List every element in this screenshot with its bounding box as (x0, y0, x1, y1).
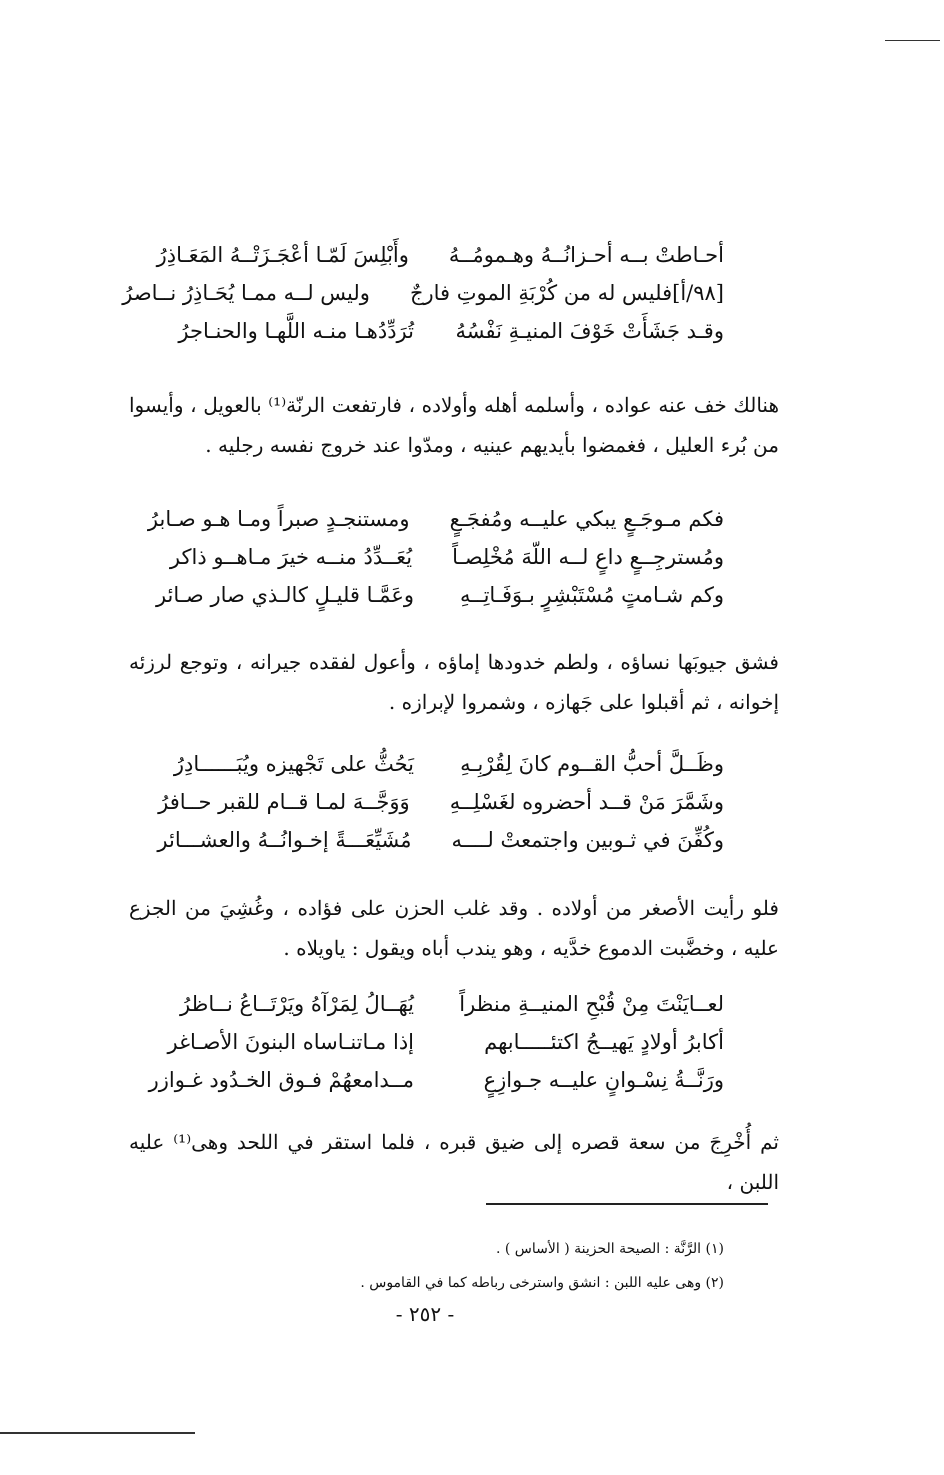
poem-verse (157, 821, 724, 859)
verse-second-hemistich: مُشَيِّعَـــةً إخـوانُــهُ والعشـــائر (157, 828, 412, 852)
page-number: - ٢٥٢ - (395, 1302, 455, 1326)
verse-second-hemistich: تُرَدِّدُهـا منـه اللَّهـا والحنـاجرُ (178, 319, 414, 343)
poem-verse (148, 1061, 724, 1099)
verse-second-hemistich: وليس لــه ممـا يُحَـاذِرُ نــاصرُ (122, 281, 370, 305)
verse-second-hemistich: يُعَــدِّدُ منــه خيرَ مـاهــو ذاكر (169, 545, 413, 569)
verse-second-hemistich: ومستنجـدٍ صبراً ومـا هـو صـابرُ (147, 507, 410, 531)
verse-first-hemistich: أكابرُ أولادٍ يَهيــجُ اكتئـــــابهم (484, 1030, 724, 1054)
footnote-divider (486, 1203, 768, 1205)
poem-verse (164, 985, 724, 1023)
prose-paragraph (129, 1122, 779, 1202)
verse-second-hemistich: وعَمَّـا قليـلٍ كالـذي صار صـائر (155, 583, 414, 607)
verse-second-hemistich: يُهَــالُ لِمَرْآهُ ويَرْتَــاعُ نــاظرُ (180, 992, 414, 1016)
poem-stanza (122, 236, 724, 350)
verse-second-hemistich: يَحُثُّ على تَجْهيزه ويُبَــــــادِرُ (173, 752, 414, 776)
verse-first-hemistich: ورَنَّــةُ نِسْـوانٍ عليــه جـوازِعٍ (483, 1068, 724, 1092)
poem-verse (164, 312, 724, 350)
poem-verse (164, 745, 724, 783)
verse-first-hemistich: وكُفِّنَ في ثـوبين واجتمعتْ لــــه (451, 828, 724, 852)
poem-verse (122, 274, 724, 312)
poem-verse (147, 500, 724, 538)
verse-second-hemistich: مــدامعهُمْ فـوق الخـدُود غـوازر (148, 1068, 414, 1092)
poem-verse (164, 1023, 724, 1061)
verse-first-hemistich: ومُسترجِــعٍ داعٍ لــه اللّهَ مُخْلِصـاً (452, 545, 724, 569)
verse-first-hemistich: وكم شـامتٍ مُسْتَبْشِرٍ بـوَفَـاتِــهِ (460, 583, 724, 607)
verse-first-hemistich: أحـاطتْ بــه أحـزانُــهُ وهـمومُــهُ (448, 243, 724, 267)
poem-verse (155, 576, 724, 614)
paragraph-text: هنالك خف عنه عواده ، وأسلمه أهله وأولاده ، فارتفعت الرنّة⁽¹⁾ بالعويل ، وأيسوا من بُرء العليل ، فغمضوا بأيديهم عينيه ، ومدّوا عند خروج نفسه رجليه . (129, 393, 779, 457)
poem-verse (158, 783, 724, 821)
verse-first-hemistich: وظَــلَّ أحبُّ القــوم كانَ لِقُرْبِـهِ (460, 752, 724, 776)
verse-first-hemistich: وقـد جَشَأَتْ خَوْفَ المنيـةِ نَفْسُهُ (455, 319, 724, 343)
verse-first-hemistich: لعــايَنْتَ مِنْ قُبْحِ المنيــةِ منظراً (459, 992, 724, 1016)
verse-second-hemistich: إذا مـاتنـاساه البنونَ الأصـاغر (167, 1030, 414, 1054)
prose-paragraph (129, 385, 779, 465)
poem-verse (164, 538, 724, 576)
footnotes (204, 1232, 724, 1300)
verse-first-hemistich: وشَمَّرَ مَنْ قــد أحضروه لغَسْلِــهِ (449, 790, 724, 814)
top-divider (885, 40, 940, 41)
poem-stanza (147, 500, 724, 614)
verse-second-hemistich: وَوَجَّــهَ لمـا قــام للقبر حــافرُ (158, 790, 410, 814)
verse-second-hemistich: وأَبْلِسَ لَمّـا أعْجَـزَتْــهُ المَعَـاذِرُ (156, 243, 409, 267)
paragraph-text: فلو رأيت الأصغر من أولاده . وقد غلب الحزن على فؤاده ، وغُشِيَ من الجزع عليه ، وخضَّبت الدموع خدَّيه ، وهو يندب أباه ويقول : ياويلاه . (129, 896, 779, 960)
footnote: (٢) وهى عليه اللبن : انشق واسترخى رباطه كما في القاموس . (360, 1275, 724, 1291)
prose-paragraph (129, 888, 779, 968)
footnote: (١) الرَّنَّة : الصيحة الحزينة ( الأساس ) . (495, 1241, 724, 1257)
poem-verse (156, 236, 724, 274)
prose-paragraph (129, 642, 779, 722)
poem-stanza (157, 745, 724, 859)
paragraph-text: ثم أُخْرِجَ من سعة قصره إلى ضيق قبره ، فلما استقر في اللحد وهى⁽¹⁾ عليه اللبن ، (129, 1130, 779, 1194)
verse-first-hemistich: [٩٨/أ]فليس له من كُرْبَةِ الموتِ فارجٌ (409, 281, 724, 305)
verse-first-hemistich: فكم مـوجَـعٍ يبكي عليــه ومُفجَـعٍ (449, 507, 724, 531)
bottom-divider (0, 1432, 195, 1434)
poem-stanza (148, 985, 724, 1099)
paragraph-text: فشق جيوبَها نساؤه ، ولطم خدودها إماؤه ، وأعول لفقده جيرانه ، وتوجع لرزئه إخوانه ، ثم أقبلوا على جَهازه ، وشمروا لإبرازه . (129, 650, 779, 714)
